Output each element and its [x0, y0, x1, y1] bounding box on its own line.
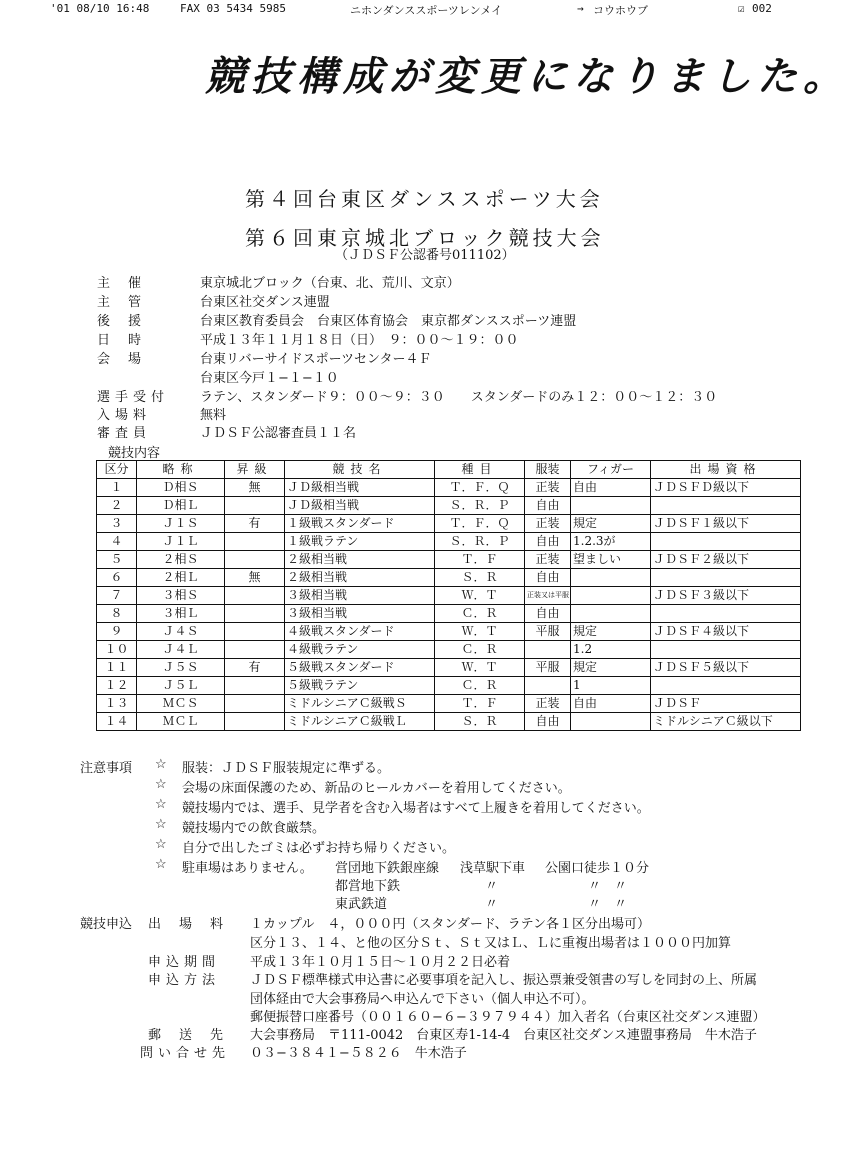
row-qualification: ＪＤＳＦ４級以下: [651, 623, 801, 641]
row-promo: 有: [225, 515, 285, 533]
row-no: ９: [97, 623, 137, 641]
row-promo: [225, 533, 285, 551]
handwritten-note: 競技構成が変更になりました。: [205, 53, 849, 100]
row-qualification: [651, 533, 801, 551]
row-figure: [571, 587, 651, 605]
row-no: ７: [97, 587, 137, 605]
info-value-venue: 台東リバーサイドスポーツセンター４Ｆ: [200, 352, 432, 367]
row-events: Ｃ．Ｒ: [435, 605, 525, 623]
info-label-support: 後援: [97, 314, 160, 329]
row-qualification: [651, 677, 801, 695]
row-name: ４級戦ラテン: [285, 641, 435, 659]
row-events: Ｔ．Ｆ: [435, 695, 525, 713]
table-row: [97, 623, 801, 641]
header-figure: フィガー: [571, 461, 651, 479]
title-line3: （ＪＤＳＦ公認番号011102）: [335, 248, 515, 263]
row-dress: 平服: [525, 659, 571, 677]
note-item: 競技場内での飲食厳禁。: [182, 821, 326, 836]
row-no: １１: [97, 659, 137, 677]
row-events: Ｔ．Ｆ．Ｑ: [435, 515, 525, 533]
row-abbr: Ｊ４Ｌ: [137, 641, 225, 659]
row-dress: 自由: [525, 605, 571, 623]
row-name: ５級戦ラテン: [285, 677, 435, 695]
row-events: Ｃ．Ｒ: [435, 677, 525, 695]
table-row: [97, 605, 801, 623]
row-abbr: Ｄ相Ｌ: [137, 497, 225, 515]
row-name: ミドルシニアＣ級戦Ｓ: [285, 695, 435, 713]
notes-bullet: ☆: [155, 757, 167, 772]
row-name: ３級相当戦: [285, 605, 435, 623]
row-promo: [225, 695, 285, 713]
row-figure: 1: [571, 677, 651, 695]
info-label-reception: 選手受付: [97, 390, 170, 405]
row-qualification: ＪＤＳＦＤ級以下: [651, 479, 801, 497]
fax-recipient: コウホウブ: [593, 4, 648, 17]
row-abbr: Ｄ相Ｓ: [137, 479, 225, 497]
row-name: ４級戦スタンダード: [285, 623, 435, 641]
row-name: ２級相当戦: [285, 569, 435, 587]
fax-datetime: '01 08/10 16:48: [50, 2, 150, 15]
fax-sender: ニホンダンススポーツレンメイ: [350, 4, 503, 17]
row-name: ５級戦スタンダード: [285, 659, 435, 677]
table-row: [97, 587, 801, 605]
row-dress: 平服: [525, 623, 571, 641]
row-events: Ｔ．Ｆ: [435, 551, 525, 569]
row-dress: 正装: [525, 551, 571, 569]
notes-bullet: ☆: [155, 837, 167, 852]
row-events: Ｓ．Ｒ: [435, 569, 525, 587]
row-events: Ｔ．Ｆ．Ｑ: [435, 479, 525, 497]
row-dress: 正装: [525, 515, 571, 533]
row-no: １: [97, 479, 137, 497]
row-abbr: ３相Ｌ: [137, 605, 225, 623]
row-promo: [225, 677, 285, 695]
table-row: [97, 515, 801, 533]
row-qualification: [651, 641, 801, 659]
row-no: １４: [97, 713, 137, 731]
row-promo: [225, 641, 285, 659]
row-abbr: ＭＣＳ: [137, 695, 225, 713]
fax-page-number: 002: [752, 2, 772, 15]
access-walk: 〃 〃: [588, 879, 628, 894]
contact-label: 問い合せ先: [140, 1046, 231, 1061]
notes-bullet: ☆: [155, 817, 167, 832]
row-no: ３: [97, 515, 137, 533]
access-station: 〃: [485, 879, 499, 894]
row-promo: [225, 551, 285, 569]
row-events: Ｃ．Ｒ: [435, 641, 525, 659]
info-label-manager: 主管: [97, 295, 160, 310]
row-dress: 正装又は平服: [525, 587, 571, 605]
row-abbr: Ｊ１Ｓ: [137, 515, 225, 533]
row-no: １３: [97, 695, 137, 713]
note-item: 自分で出したゴミは必ずお持ち帰りください。: [182, 841, 456, 856]
table-row: [97, 551, 801, 569]
notes-bullet: ☆: [155, 857, 167, 872]
row-abbr: Ｊ５Ｓ: [137, 659, 225, 677]
row-dress: [525, 677, 571, 695]
row-abbr: ２相Ｓ: [137, 551, 225, 569]
row-name: ＪＤ級相当戦: [285, 497, 435, 515]
row-figure: 規定: [571, 623, 651, 641]
info-label-judges: 審査員: [97, 426, 152, 441]
info-value-manager: 台東区社交ダンス連盟: [200, 295, 330, 310]
header-promo: 昇級: [225, 461, 285, 479]
table-header-row: [97, 461, 801, 479]
row-promo: [225, 623, 285, 641]
row-qualification: ＪＤＳＦ１級以下: [651, 515, 801, 533]
contact-value: ０３−３８４１−５８２６ 牛木浩子: [250, 1046, 467, 1061]
row-name: ミドルシニアＣ級戦Ｌ: [285, 713, 435, 731]
row-promo: [225, 587, 285, 605]
row-dress: 自由: [525, 713, 571, 731]
row-abbr: Ｊ４Ｓ: [137, 623, 225, 641]
table-row: [97, 659, 801, 677]
row-name: ３級相当戦: [285, 587, 435, 605]
fee-line1: １カップル ４，０００円（スタンダード、ラテン各１区分出場可）: [250, 917, 651, 932]
access-station: 〃: [485, 897, 499, 912]
row-figure: [571, 605, 651, 623]
method-line1: ＪＤＳＦ標準様式申込書に必要事項を記入し、振込票兼受領書の写しを同封の上、所属: [250, 973, 758, 988]
notes-bullet: ☆: [155, 777, 167, 792]
row-no: ５: [97, 551, 137, 569]
table-row: [97, 695, 801, 713]
row-figure: 規定: [571, 659, 651, 677]
table-row: [97, 479, 801, 497]
row-name: １級戦スタンダード: [285, 515, 435, 533]
access-walk: 〃 〃: [588, 897, 628, 912]
row-qualification: [651, 497, 801, 515]
access-line: 都営地下鉄: [335, 879, 401, 894]
row-promo: 無: [225, 569, 285, 587]
row-figure: 望ましい: [571, 551, 651, 569]
access-line: 東武鉄道: [335, 897, 388, 912]
row-dress: 自由: [525, 533, 571, 551]
row-dress: 正装: [525, 479, 571, 497]
row-abbr: Ｊ１Ｌ: [137, 533, 225, 551]
row-figure: 自由: [571, 695, 651, 713]
row-dress: 自由: [525, 497, 571, 515]
table-row: [97, 713, 801, 731]
row-dress: 正装: [525, 695, 571, 713]
info-value-organizer: 東京城北ブロック（台東、北、荒川、文京）: [200, 276, 460, 291]
row-figure: 1.2.3が: [571, 533, 651, 551]
row-events: Ｗ．Ｔ: [435, 659, 525, 677]
header-name: 競技名: [285, 461, 435, 479]
info-value-admission: 無料: [200, 408, 227, 423]
row-qualification: ＪＤＳＦ５級以下: [651, 659, 801, 677]
row-no: ６: [97, 569, 137, 587]
row-name: ２級相当戦: [285, 551, 435, 569]
row-abbr: Ｊ５Ｌ: [137, 677, 225, 695]
row-events: Ｗ．Ｔ: [435, 623, 525, 641]
row-figure: 1.2: [571, 641, 651, 659]
table-caption: 競技内容: [108, 446, 161, 461]
competition-table: [96, 460, 801, 731]
title-line2: 第６回東京城北ブロック競技大会: [245, 226, 605, 250]
fax-arrow: →: [577, 2, 584, 15]
row-events: Ｗ．Ｔ: [435, 587, 525, 605]
header-dress: 服装: [525, 461, 571, 479]
method-line3: 郵便振替口座番号（００１６０−６−３９７９４４）加入者名（台東区社交ダンス連盟）: [250, 1010, 766, 1025]
application-label: 競技申込: [80, 917, 133, 932]
info-value-judges: ＪＤＳＦ公認審査員１１名: [200, 426, 357, 441]
row-qualification: [651, 569, 801, 587]
row-abbr: ＭＣＬ: [137, 713, 225, 731]
row-figure: 規定: [571, 515, 651, 533]
table-row: [97, 533, 801, 551]
row-figure: [571, 713, 651, 731]
row-qualification: [651, 605, 801, 623]
note-item: 競技場内では、選手、見学者を含む入場者はすべて上履きを着用してください。: [182, 801, 650, 816]
info-value-support: 台東区教育委員会 台東区体育協会 東京都ダンススポーツ連盟: [200, 314, 577, 329]
header-no: 区分: [97, 461, 137, 479]
row-qualification: ミドルシニアＣ級以下: [651, 713, 801, 731]
method-label: 申込方法: [148, 973, 221, 988]
fee-line2: 区分１３、１４、と他の区分Ｓｔ、Ｓｔ又はＬ、Ｌに重複出場者は１０００円加算: [250, 936, 732, 951]
row-no: ８: [97, 605, 137, 623]
row-name: １級戦ラテン: [285, 533, 435, 551]
notes-bullet: ☆: [155, 797, 167, 812]
access-station: 浅草駅下車: [460, 861, 526, 876]
row-no: ２: [97, 497, 137, 515]
row-promo: [225, 605, 285, 623]
method-line2: 団体経由で大会事務局へ申込んで下さい（個人申込不可）。: [250, 992, 595, 1007]
row-dress: [525, 641, 571, 659]
mail-label: 郵送先: [148, 1028, 242, 1043]
row-qualification: ＪＤＳＦ３級以下: [651, 587, 801, 605]
row-events: Ｓ．Ｒ．Ｐ: [435, 533, 525, 551]
row-figure: [571, 569, 651, 587]
row-promo: [225, 497, 285, 515]
info-value-address: 台東区今戸１−１−１０: [200, 371, 339, 386]
info-value-reception: ラテン、スタンダード９：００〜９：３０ スタンダードのみ１２：００〜１２：３０: [200, 390, 718, 405]
info-value-datetime: 平成１３年１１月１８日（日） ９：００〜１９：００: [200, 333, 519, 348]
row-abbr: ２相Ｌ: [137, 569, 225, 587]
access-line: 営団地下鉄銀座線: [335, 861, 440, 876]
period-value: 平成１３年１０月１５日〜１０月２２日必着: [250, 955, 511, 970]
table-row: [97, 569, 801, 587]
fax-number: FAX 03 5434 5985: [180, 2, 286, 15]
row-dress: 自由: [525, 569, 571, 587]
table-row: [97, 677, 801, 695]
notes-label: 注意事項: [80, 761, 133, 776]
row-promo: [225, 713, 285, 731]
row-figure: 自由: [571, 479, 651, 497]
note-item: 会場の床面保護のため、新品のヒールカバーを着用してください。: [182, 781, 571, 796]
row-events: Ｓ．Ｒ．Ｐ: [435, 497, 525, 515]
header-abbr: 略称: [137, 461, 225, 479]
note-item: 服装：ＪＤＳＦ服装規定に準ずる。: [182, 761, 391, 776]
title-line1: 第４回台東区ダンススポーツ大会: [245, 187, 604, 211]
row-promo: 有: [225, 659, 285, 677]
row-qualification: ＪＤＳＦ: [651, 695, 801, 713]
mail-value: 大会事務局 〒111-0042 台東区寿1-14-4 台東区社交ダンス連盟事務局 牛木浩子: [250, 1028, 757, 1043]
row-no: ４: [97, 533, 137, 551]
row-abbr: ３相Ｓ: [137, 587, 225, 605]
period-label: 申込期間: [148, 955, 221, 970]
info-label-admission: 入場料: [97, 408, 152, 423]
row-figure: [571, 497, 651, 515]
row-events: Ｓ．Ｒ: [435, 713, 525, 731]
info-label-organizer: 主催: [97, 276, 160, 291]
row-name: ＪＤ級相当戦: [285, 479, 435, 497]
table-row: [97, 641, 801, 659]
row-promo: 無: [225, 479, 285, 497]
row-qualification: ＪＤＳＦ２級以下: [651, 551, 801, 569]
info-label-venue: 会場: [97, 352, 160, 367]
header-qualification: 出場資格: [651, 461, 801, 479]
table-row: [97, 497, 801, 515]
access-walk: 公園口徒歩１０分: [545, 861, 650, 876]
info-label-datetime: 日時: [97, 333, 160, 348]
header-events: 種目: [435, 461, 525, 479]
fee-label: 出場料: [148, 917, 242, 932]
fax-page-mark: ☑: [738, 2, 745, 15]
row-no: １２: [97, 677, 137, 695]
note-item: 駐車場はありません。: [182, 861, 313, 876]
row-no: １０: [97, 641, 137, 659]
